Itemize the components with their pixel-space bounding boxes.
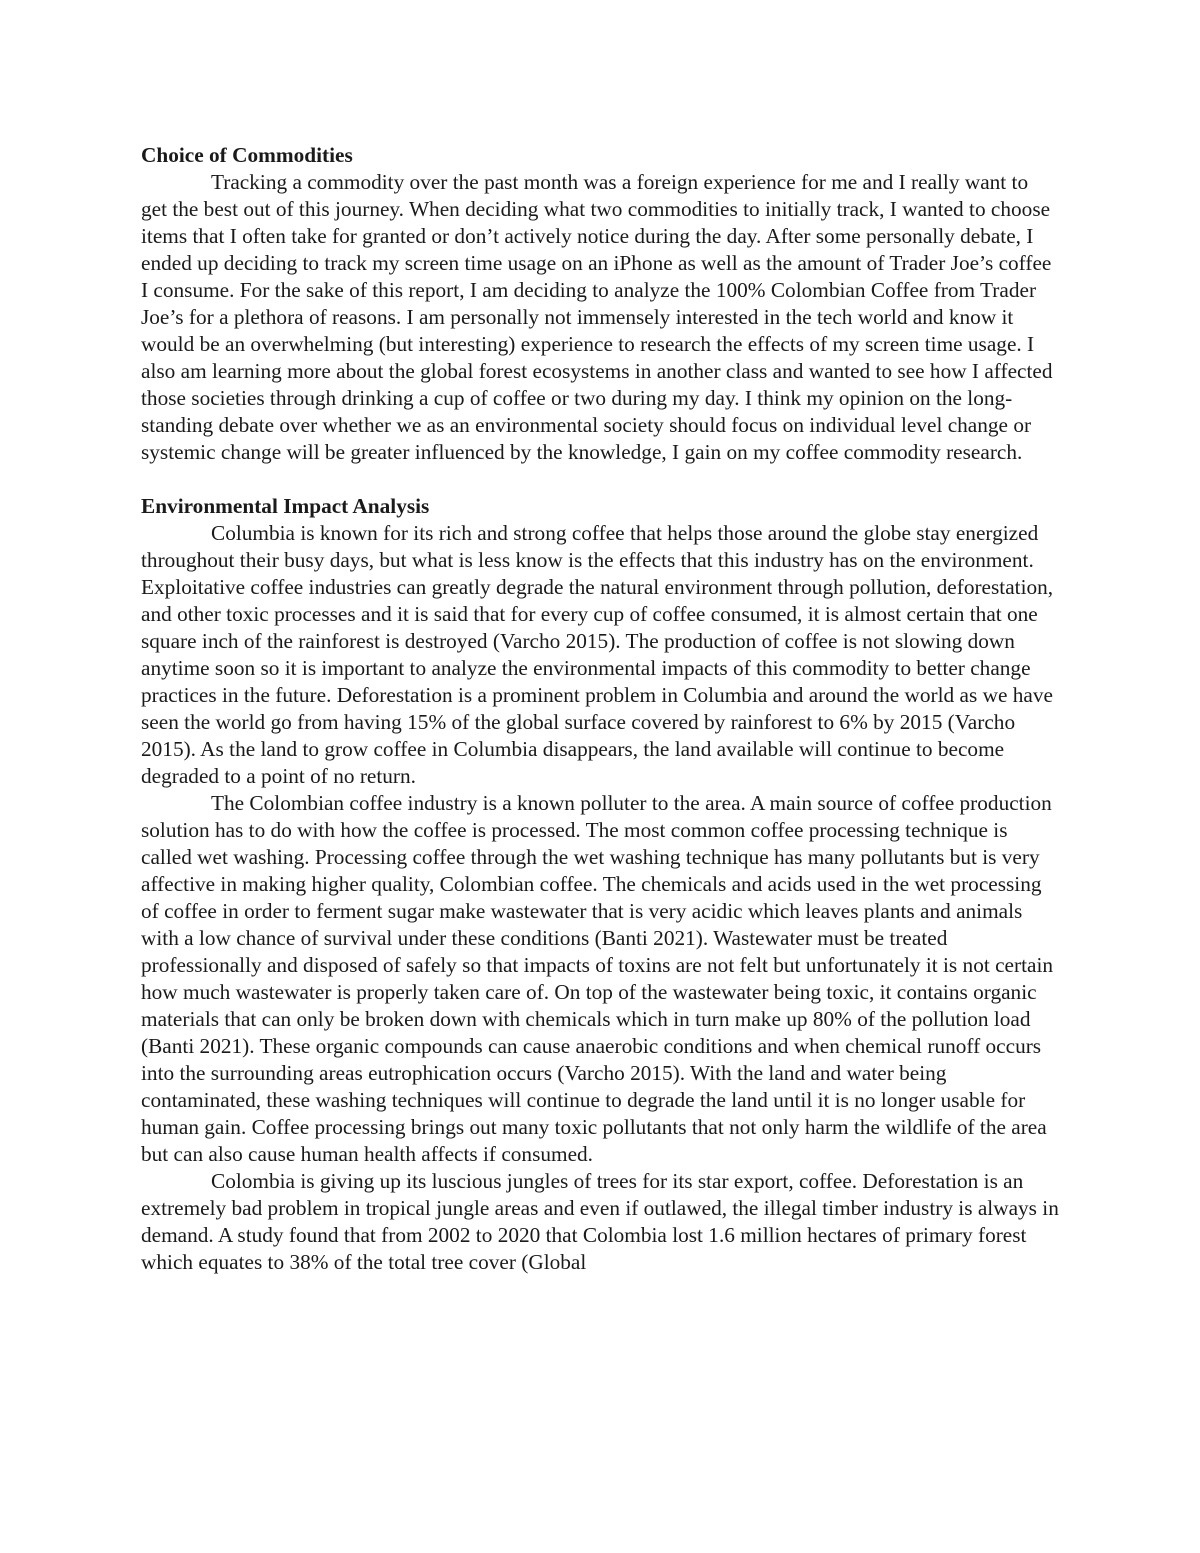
paragraph: The Colombian coffee industry is a known polluter to the area. A main source of coffee production solution has to do with how the coffee is processed. The most common coffee processing technique is called wet washing. Processing coffee through the wet washing technique has many pollutants but is very affective in making higher quality, Colombian coffee. The chemicals and acids used in the wet processing of coffee in order to ferment sugar make wastewater that is very acidic which leaves plants and animals with a low chance of survival under these conditions (Banti 2021). Wastewater must be treated professionally and disposed of safely so that impacts of toxins are not felt but unfortunately it is not certain how much wastewater is properly taken care of. On top of the wastewater being toxic, it contains organic materials that can only be broken down with chemicals which in turn make up 80% of the pollution load (Banti 2021). These organic compounds can cause anaerobic conditions and when chemical runoff occurs into the surrounding areas eutrophication occurs (Varcho 2015). With the land and water being contaminated, these washing techniques will continue to degrade the land until it is no longer usable for human gain. Coffee processing brings out many toxic pollutants that not only harm the wildlife of the area but can also cause human health affects if consumed. [141, 791, 1054, 1166]
paragraph: Tracking a commodity over the past month was a foreign experience for me and I really want to get the best out of this journey. When deciding what two commodities to initially track, I wanted to choose items that I often take for granted or don’t actively notice during the day. After some personally debate, I ended up deciding to track my screen time usage on an iPhone as well as the amount of Trader Joe’s coffee I consume. For the sake of this report, I am deciding to analyze the 100% Colombian Coffee from Trader Joe’s for a plethora of reasons. I am personally not immensely interested in the tech world and know it would be an overwhelming (but interesting) experience to research the effects of my screen time usage. I also am learning more about the global forest ecosystems in another class and wanted to see how I affected those societies through drinking a cup of coffee or two during my day. I think my opinion on the long-standing debate over whether we as an environmental society should focus on individual level change or systemic change will be greater influenced by the knowledge, I gain on my coffee commodity research. [141, 170, 1053, 464]
paragraph: Colombia is giving up its luscious jungles of trees for its star export, coffee. Deforestation is an extremely bad problem in tropical jungle areas and even if outlawed, the illegal timber industry is always in demand. A study found that from 2002 to 2020 that Colombia lost 1.6 million hectares of primary forest which equates to 38% of the total tree cover (Global [141, 1169, 1059, 1274]
section-choice-of-commodities [141, 142, 1059, 466]
paragraph: Columbia is known for its rich and strong coffee that helps those around the globe stay energized throughout their busy days, but what is less know is the effects that this industry has on the environment. Exploitative coffee industries can greatly degrade the natural environment through pollution, deforestation, and other toxic processes and it is said that for every cup of coffee consumed, it is almost certain that one square inch of the rainforest is destroyed (Varcho 2015). The production of coffee is not slowing down anytime soon so it is important to analyze the environmental impacts of this commodity to better change practices in the future. Deforestation is a prominent problem in Columbia and around the world as we have seen the world go from having 15% of the global surface covered by rainforest to 6% by 2015 (Varcho 2015). As the land to grow coffee in Columbia disappears, the land available will continue to become degraded to a point of no return. [141, 521, 1054, 788]
section-heading: Environmental Impact Analysis [141, 494, 430, 518]
section-environmental-impact-analysis [141, 493, 1059, 1276]
document-body [141, 142, 1059, 1276]
section-heading: Choice of Commodities [141, 143, 353, 167]
section-spacer [141, 466, 1059, 493]
